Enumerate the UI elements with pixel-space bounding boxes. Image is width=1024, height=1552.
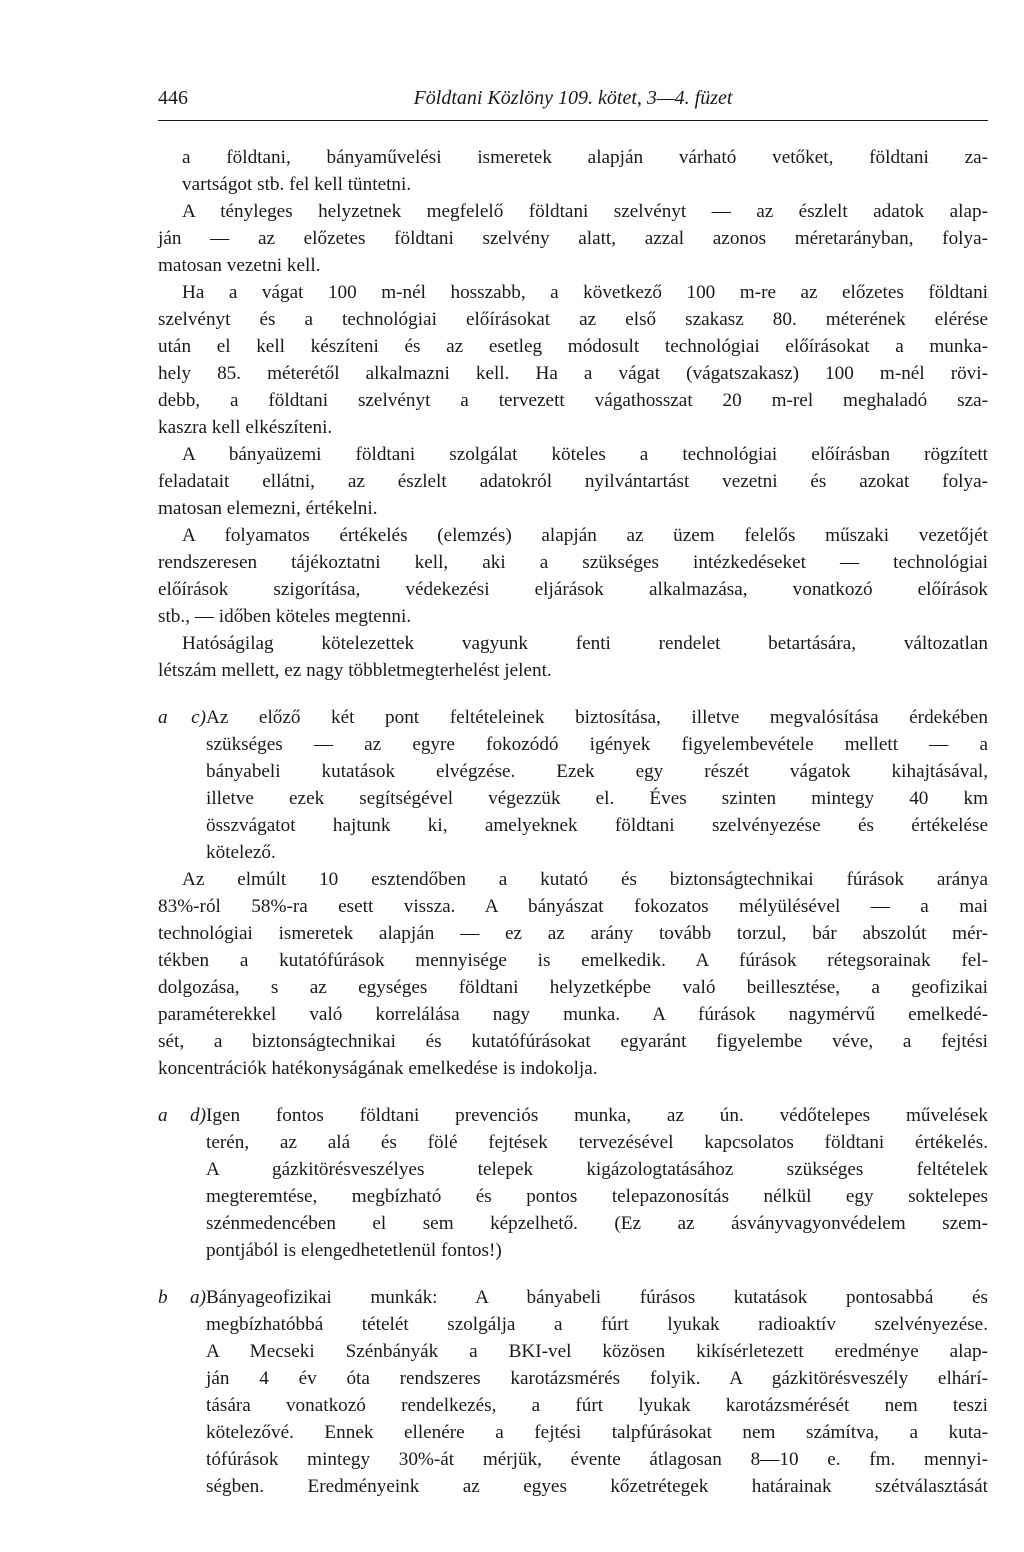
- text-line: tófúrások mintegy 30%-át mérjük, évente átlagosan 8—10 e. fm. mennyi-: [206, 1449, 988, 1470]
- text-line: A Mecseki Szénbányák a BKI-vel közösen kikísérletezett eredménye alap-: [206, 1341, 988, 1362]
- text-line: koncentrációk hatékonyságának emelkedése is indokolja.: [158, 1058, 598, 1079]
- text-line: után el kell készíteni és az esetleg módosult technológiai előírásokat a munka-: [158, 336, 988, 357]
- text-line: ján — az előzetes földtani szelvény alatt, azzal azonos méretarányban, folya-: [158, 228, 988, 249]
- text-line: paraméterekkel való korrelálása nagy munka. A fúrások nagymérvű emelkedé-: [158, 1004, 988, 1025]
- header-rule: [158, 120, 988, 121]
- text-line: ján 4 év óta rendszeres karotázsmérés folyik. A gázkitörésveszély elhárí-: [206, 1368, 988, 1389]
- section-ba: [158, 1284, 988, 1500]
- text-line: [158, 704, 988, 731]
- text-line: [158, 1102, 988, 1129]
- text-line: hely 85. méterétől alkalmazni kell. Ha a vágat (vágatszakasz) 100 m-nél rövi-: [158, 363, 988, 384]
- section-gap: [158, 1264, 988, 1284]
- text-line: Ha a vágat 100 m-nél hosszabb, a következő 100 m-re az előzetes földtani: [182, 282, 988, 303]
- text-line: terén, az alá és fölé fejtések tervezésével kapcsolatos földtani értékelés.: [206, 1132, 988, 1153]
- page-number: 446: [158, 87, 188, 109]
- text-line: A bányaüzemi földtani szolgálat köteles a technológiai előírásban rögzített: [182, 444, 988, 465]
- text-line: vartságot stb. fel kell tüntetni.: [182, 174, 412, 195]
- text-line: A gázkitörésveszélyes telepek kigázologtatásához szükséges feltételek: [206, 1159, 988, 1180]
- text-line: pontjából is elengedhetetlenül fontos!): [206, 1240, 502, 1261]
- text-line: stb., — időben köteles megtenni.: [158, 606, 412, 627]
- text-line: létszám mellett, ez nagy többletmegterhelést jelent.: [158, 660, 552, 681]
- paragraph-3: [158, 279, 988, 441]
- section-gap: [158, 1082, 988, 1102]
- text-line: sét, a biztonságtechnikai és kutatófúrásokat egyaránt figyelembe véve, a fejtési: [158, 1031, 988, 1052]
- section-marker: b a): [158, 1287, 206, 1308]
- text-line: szelvényt és a technológiai előírásokat az első szakasz 80. méterének elérése: [158, 309, 988, 330]
- section-ac: [158, 704, 988, 1082]
- text-line: kötelező.: [206, 842, 276, 863]
- text-line: kaszra kell elkészíteni.: [158, 417, 333, 438]
- text-line: előírások szigorítása, védekezési eljárások alkalmazása, vonatkozó előírások: [158, 579, 988, 600]
- text-line: a földtani, bányaművelési ismeretek alapján várható vetőket, földtani za-: [182, 147, 988, 168]
- text-line: dolgozása, s az egységes földtani helyzetképbe való beillesztése, a geofizikai: [158, 977, 988, 998]
- text-line: debb, a földtani szelvényt a tervezett vágathosszat 20 m-rel meghaladó sza-: [158, 390, 988, 411]
- text-line: tására vonatkozó rendelkezés, a fúrt lyukak karotázsmérését nem teszi: [206, 1395, 988, 1416]
- running-title: Földtani Közlöny 109. kötet, 3—4. füzet: [413, 87, 733, 109]
- text-line: Hatóságilag kötelezettek vagyunk fenti rendelet betartására, változatlan: [182, 633, 988, 654]
- text-line: matosan elemezni, értékelni.: [158, 498, 378, 519]
- text-line: illetve ezek segítségével végezzük el. Éves szinten mintegy 40 km: [206, 788, 988, 809]
- text-line: 83%-ról 58%-ra esett vissza. A bányászat fokozatos mélyülésével — a mai: [158, 896, 988, 917]
- text-line: A folyamatos értékelés (elemzés) alapján az üzem felelős műszaki vezetőjét: [182, 525, 988, 546]
- text-line: összvágatot hajtunk ki, amelyeknek földtani szelvényezése és értékelése: [206, 815, 988, 836]
- text-line: megteremtése, megbízható és pontos telepazonosítás nélkül egy soktelepes: [206, 1186, 988, 1207]
- section-marker: a c): [158, 707, 206, 728]
- text-line: szükséges — az egyre fokozódó igények figyelembevétele mellett — a: [206, 734, 988, 755]
- paragraph-1: [158, 144, 988, 198]
- text-line: matosan vezetni kell.: [158, 255, 321, 276]
- text-line: tékben a kutatófúrások mennyisége is emelkedik. A fúrások rétegsorainak fel-: [158, 950, 988, 971]
- page-body: [158, 144, 988, 1500]
- text-span: Igen fontos földtani prevenciós munka, az ún. védőtelepes művelések: [206, 1105, 988, 1126]
- section-marker: a d): [158, 1105, 206, 1126]
- running-header: [158, 84, 988, 120]
- paragraph-6: [158, 630, 988, 684]
- text-line: szénmedencében el sem képzelhető. (Ez az ásványvagyonvédelem szem-: [206, 1213, 988, 1234]
- text-line: ségben. Eredményeink az egyes kőzetrétegek határainak szétválasztását: [206, 1476, 988, 1497]
- section-gap: [158, 684, 988, 704]
- text-line: kötelezővé. Ennek ellenére a fejtési talpfúrásokat nem számítva, a kuta-: [206, 1422, 988, 1443]
- text-line: megbízhatóbbá tételét szolgálja a fúrt lyukak radioaktív szelvényezése.: [206, 1314, 988, 1335]
- text-line: technológiai ismeretek alapján — ez az arány tovább torzul, bár abszolút mér-: [158, 923, 988, 944]
- text-span: Bányageofizikai munkák: A bányabeli fúrásos kutatások pontosabbá és: [206, 1287, 988, 1308]
- text-line: A tényleges helyzetnek megfelelő földtani szelvényt — az észlelt adatok alap-: [182, 201, 988, 222]
- text-line: feladatait ellátni, az észlelt adatokról nyilvántartást vezetni és azokat folya-: [158, 471, 988, 492]
- text-line: Az elmúlt 10 esztendőben a kutató és biztonságtechnikai fúrások aránya: [182, 869, 988, 890]
- text-span: Az előző két pont feltételeinek biztosítása, illetve megvalósítása érdekében: [206, 707, 988, 728]
- paragraph-4: [158, 441, 988, 522]
- section-ad: [158, 1102, 988, 1264]
- text-line: rendszeresen tájékoztatni kell, aki a szükséges intézkedéseket — technológiai: [158, 552, 988, 573]
- paragraph-2: [158, 198, 988, 279]
- text-line: [158, 1284, 988, 1311]
- text-line: bányabeli kutatások elvégzése. Ezek egy részét vágatok kihajtásával,: [206, 761, 988, 782]
- paragraph-5: [158, 522, 988, 630]
